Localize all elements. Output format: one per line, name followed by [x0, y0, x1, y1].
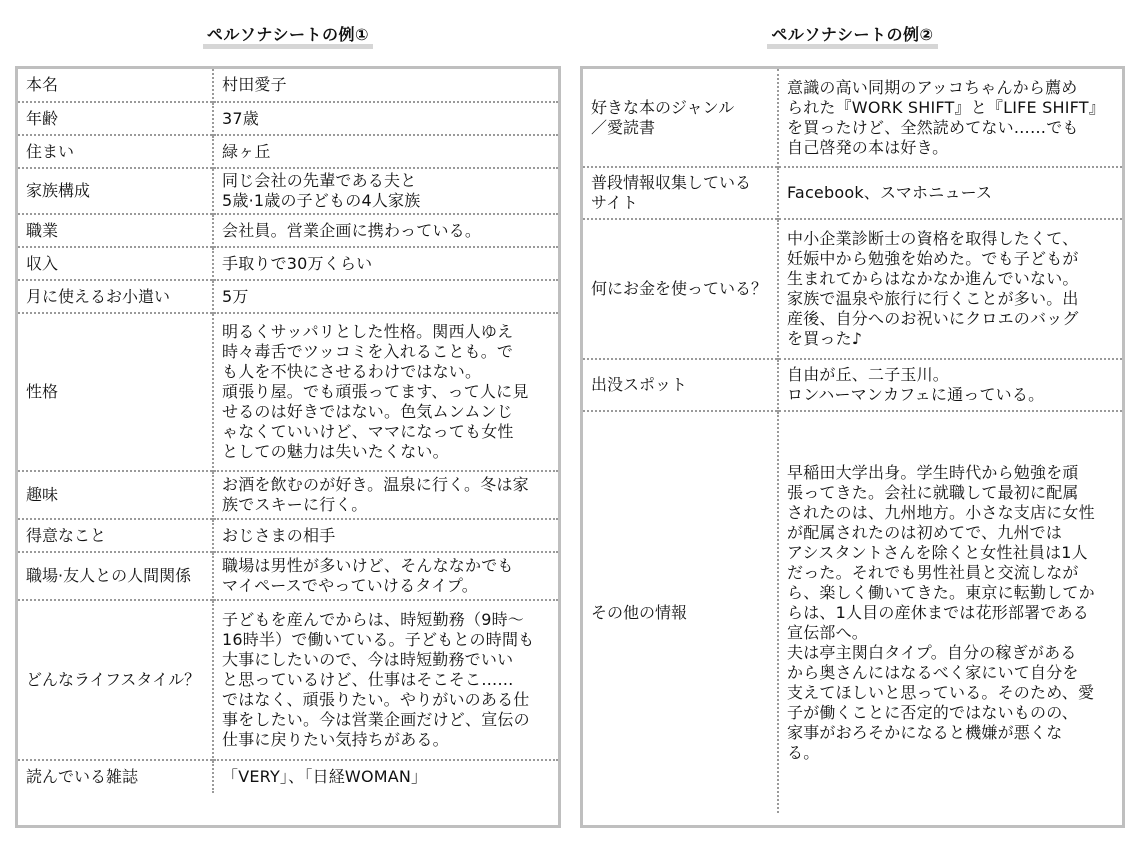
- persona1-row: [18, 760, 558, 793]
- value-line: 家事がおろそかになると機嫌が悪くな: [787, 722, 1063, 742]
- label-line: 好きな本のジャンル: [591, 97, 735, 117]
- value-line: 事をしたい。今は営業企画だけど、宣伝の: [222, 710, 530, 729]
- value-line: 早稲田大学出身。学生時代から勉強を頑: [787, 462, 1079, 482]
- value-line: 5歳·1歳の子どもの4人家族: [222, 191, 421, 210]
- persona2-row-label: [583, 359, 778, 411]
- label-line: 得意なこと: [26, 525, 107, 545]
- persona-sheet-1: [15, 66, 561, 828]
- persona1-row-value: [213, 280, 558, 313]
- persona1-row-label: [18, 600, 213, 760]
- value-line: 宣伝部へ。: [787, 622, 869, 642]
- persona1-row: [18, 102, 558, 135]
- persona1-row: [18, 519, 558, 552]
- label-line: 性格: [26, 382, 59, 401]
- value-line: アシスタントさんを除くと女性社員は1人: [787, 542, 1088, 562]
- label-line: 本名: [26, 75, 59, 94]
- persona1-row-value: [213, 552, 558, 600]
- label-line: 家族構成: [26, 181, 91, 200]
- value-line: Facebook、スマホニュース: [787, 183, 993, 202]
- persona2-row: [583, 69, 1122, 167]
- label-line: 普段情報収集している: [591, 173, 752, 192]
- label-line: 住まい: [26, 141, 75, 161]
- value-line: 時々毒舌でツッコミを入れることも。で: [222, 342, 514, 361]
- value-line: らは、1人目の産休までは花形部署である: [787, 602, 1089, 622]
- value-line: 家族で温泉や旅行に行くことが多い。出: [787, 289, 1079, 308]
- value-line: マイペースでやっていけるタイプ。: [222, 576, 479, 595]
- persona1-row-value: [213, 760, 558, 793]
- persona1-row-label: [18, 102, 213, 135]
- persona1-row: [18, 280, 558, 313]
- value-line: 村田愛子: [222, 75, 287, 94]
- label-line: 職場·友人との人間関係: [26, 566, 192, 585]
- label-line: 職業: [26, 220, 59, 240]
- persona2-row: [583, 167, 1122, 219]
- persona1-row-label: [18, 247, 213, 280]
- persona1-row-label: [18, 760, 213, 793]
- persona2-row-value: [778, 69, 1122, 167]
- persona1-row: [18, 214, 558, 247]
- persona2-row-label: [583, 411, 778, 813]
- persona1-row: [18, 69, 558, 102]
- persona1-row-value: [213, 600, 558, 760]
- value-line: 職場は男性が多いけど、そんななかでも: [222, 556, 514, 575]
- persona1-row: [18, 600, 558, 760]
- label-line: どんなライフスタイル？: [26, 670, 201, 689]
- value-line: だった。それでも男性社員と交流しなが: [787, 562, 1079, 582]
- value-line: 手取りで30万くらい: [222, 253, 373, 273]
- persona1-row-value: [213, 247, 558, 280]
- persona1-row-value: [213, 69, 558, 102]
- value-line: を買ったけど、全然読めてない……でも: [787, 117, 1079, 137]
- persona2-row-value: [778, 411, 1122, 813]
- panel-2-title: ペルソナシートの例②: [580, 25, 1125, 45]
- persona2-row-value: [778, 219, 1122, 359]
- value-line: 緑ヶ丘: [222, 141, 271, 161]
- value-line: 5万: [222, 286, 249, 306]
- persona1-row: [18, 471, 558, 519]
- value-line: 夫は亭主関白タイプ。自分の稼ぎがある: [787, 642, 1077, 662]
- label-line: 趣味: [26, 485, 59, 504]
- persona1-row-value: [213, 214, 558, 247]
- persona1-row-label: [18, 471, 213, 519]
- value-line: としての魅力は失いたくない。: [222, 442, 449, 461]
- value-line: ロンハーマンカフェに通っている。: [787, 385, 1045, 404]
- value-line: を買った♪: [787, 329, 863, 348]
- value-line: 子が働くことに否定的ではないものの、: [787, 702, 1078, 722]
- persona1-row: [18, 247, 558, 280]
- value-line: 子どもを産んでからは、時短勤務（9時～: [222, 610, 524, 629]
- persona1-row-label: [18, 69, 213, 102]
- persona2-row-value: [778, 359, 1122, 411]
- label-line: その他の情報: [591, 602, 688, 622]
- label-line: 出没スポット: [591, 375, 688, 394]
- label-line: 何にお金を使っている？: [591, 279, 768, 298]
- value-line: ではなく、頑張りたい。やりがいのある仕: [222, 690, 530, 709]
- persona1-row: [18, 552, 558, 600]
- value-line: 同じ会社の先輩である夫と: [222, 171, 417, 190]
- value-line: ゃなくていいけど、ママになっても女性: [222, 422, 514, 441]
- value-line: 会社員。営業企画に携わっている。: [222, 220, 482, 240]
- value-line: 族でスキーに行く。: [222, 495, 368, 514]
- persona1-row-value: [213, 471, 558, 519]
- persona1-row-label: [18, 214, 213, 247]
- persona2-row: [583, 219, 1122, 359]
- value-line: 張ってきた。会社に就職して最初に配属: [787, 482, 1079, 502]
- value-line: 妊娠中から勉強を始めた。でも子どもが: [787, 249, 1079, 268]
- value-line: おじさまの相手: [222, 525, 336, 545]
- label-line: ／愛読書: [591, 117, 656, 137]
- persona1-row-label: [18, 313, 213, 471]
- persona1-row-value: [213, 168, 558, 214]
- label-line: 読んでいる雑誌: [26, 767, 139, 786]
- value-line: られた『WORK SHIFT』と『LIFE SHIFT』: [787, 97, 1105, 117]
- value-line: されたのは、九州地方。小さな支店に女性: [787, 502, 1095, 522]
- persona1-row-label: [18, 168, 213, 214]
- value-line: 生まれてからはなかなか進んでいない。: [787, 269, 1079, 288]
- persona1-row-value: [213, 135, 558, 168]
- value-line: 大事にしたいので、今は時短勤務でいい: [222, 650, 514, 669]
- persona1-row: [18, 168, 558, 214]
- persona1-row-label: [18, 552, 213, 600]
- persona-sheet-2: [580, 66, 1125, 828]
- value-line: 仕事に戻りたい気持ちがある。: [222, 730, 449, 749]
- persona1-row-value: [213, 313, 558, 471]
- label-line: 月に使えるお小遣い: [26, 286, 171, 306]
- panel-1-title: ペルソナシートの例①: [15, 25, 561, 45]
- value-line: 自由が丘、二子玉川。: [787, 365, 950, 384]
- persona2-row-label: [583, 219, 778, 359]
- value-line: 自己啓発の本は好き。: [787, 137, 949, 157]
- value-line: ら、楽しく働いてきた。東京に転勤してか: [787, 582, 1095, 602]
- persona2-row: [583, 359, 1122, 411]
- value-line: が配属されたのは初めてで、九州では: [787, 522, 1063, 542]
- persona2-row: [583, 411, 1122, 813]
- persona1-row: [18, 313, 558, 471]
- label-line: 収入: [26, 253, 59, 273]
- persona1-row-label: [18, 519, 213, 552]
- persona2-row-label: [583, 167, 778, 219]
- value-line: 意識の高い同期のアッコちゃんから薦め: [787, 77, 1078, 97]
- value-line: から奥さんにはなるべく家にいて自分を: [787, 662, 1079, 682]
- value-line: る。: [787, 742, 820, 762]
- label-line: サイト: [591, 193, 638, 212]
- persona1-row-label: [18, 280, 213, 313]
- value-line: 16時半）で働いている。子どもとの時間も: [222, 630, 535, 649]
- persona2-row-value: [778, 167, 1122, 219]
- value-line: 明るくサッパリとした性格。関西人ゆえ: [222, 322, 514, 341]
- value-line: 37歳: [222, 108, 259, 128]
- value-line: 支えてほしいと思っている。そのため、愛: [787, 682, 1095, 702]
- label-line: 年齢: [26, 108, 59, 128]
- persona1-row-value: [213, 519, 558, 552]
- value-line: 中小企業診断士の資格を取得したくて、: [787, 229, 1079, 248]
- value-line: 産後、自分へのお祝いにクロエのバッグ: [787, 309, 1079, 328]
- persona2-row-label: [583, 69, 778, 167]
- value-line: お酒を飲むのが好き。温泉に行く。冬は家: [222, 475, 529, 494]
- persona-table-1: [18, 69, 558, 793]
- persona1-row-label: [18, 135, 213, 168]
- value-line: 「VERY」、「日経WOMAN」: [222, 767, 428, 786]
- value-line: も人を不快にさせるわけではない。: [222, 362, 482, 381]
- persona1-row: [18, 135, 558, 168]
- persona1-row-value: [213, 102, 558, 135]
- value-line: せるのは好きではない。色気ムンムンじ: [222, 402, 513, 421]
- value-line: と思っているけど、仕事はそこそこ……: [222, 670, 514, 689]
- persona-table-2: [583, 69, 1122, 813]
- value-line: 頑張り屋。でも頑張ってます、って人に見: [222, 382, 529, 401]
